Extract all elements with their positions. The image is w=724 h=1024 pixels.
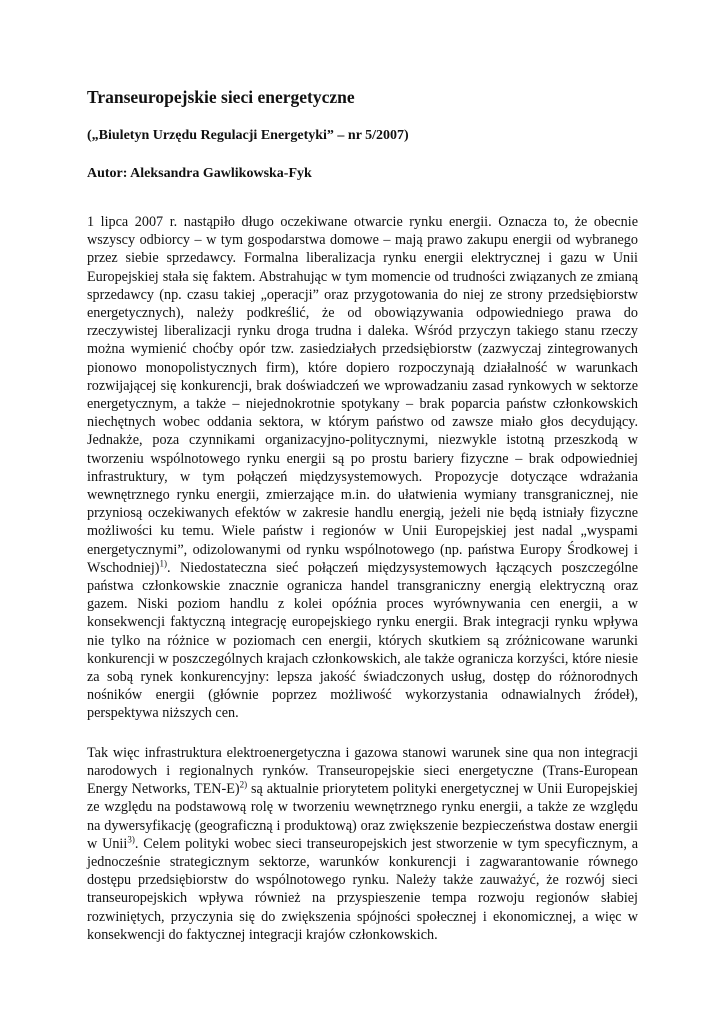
document-page [87,86,638,944]
footnote-ref-3: 3) [127,833,135,844]
paragraph-1-text-a: 1 lipca 2007 r. nastąpiło długo oczekiwane otwarcie rynku energii. Oznacza to, że obecnie wszyscy odbiorcy – w tym gospodarstwa domowe – mają prawo zakupu energii od wybranego przez siebie sprzedawcy. Formalna liberalizacja rynku energii elektrycznej i gazu w Unii Europejskiej stała się faktem. Abstrahując w tym momencie od trudności związanych ze zmianą sprzedawcy (np. czasu takiej „operacji” oraz przygotowania do niej ze strony przedsiębiorstw energetycznych), należy podkreślić, że od obowiązywania odpowiedniego prawa do rzeczywistej liberalizacji rynku droga trudna i daleka. Wśród przyczyn takiego stanu rzeczy można wymienić choćby opór tzw. zasiedziałych przedsiębiorstw (zazwyczaj zintegrowanych pionowo monopolistycznych firm), które dopiero rozpoczynają działalność w warunkach rozwijającej się konkurencji, brak doświadczeń we wprowadzaniu zasad rynkowych w sektorze energetycznym, a także – niejednokrotnie spotykany – brak poparcia państw członkowskich niechętnych wobec oddania sektora, w którym państwo od zawsze miało głos decydujący. Jednakże, poza czynnikami organizacyjno-politycznymi, niezwykle istotną przeszkodą w tworzeniu wspólnotowego rynku energii są po prostu bariery fizyczne – brak odpowiedniej infrastruktury, w tym połączeń międzysystemowych. Propozycje dotyczące wdrażania wewnętrznego rynku energii, zmierzające m.in. do ułatwienia wymiany transgranicznej, nie przyniosą oczekiwanych efektów w zakresie handlu energią, jeżeli nie będą istniały fizyczne możliwości ku temu. Wiele państw i regionów w Unii Europejskiej jest nadal „wyspami energetycznymi”, odizolowanymi od rynku wspólnotowego (np. państwa Europy Środkowej i Wschodniej) [87,214,638,576]
document-source: („Biuletyn Urzędu Regulacji Energetyki” – nr 5/2007) [87,128,409,143]
document-author: Autor: Aleksandra Gawlikowska-Fyk [87,166,312,181]
footnote-ref-1: 1) [159,558,167,569]
paragraph-2-text-b: są aktualnie priorytetem polityki energetycznej w Unii Europejskiej ze względu na podstawową rolę w tworzeniu wewnętrznego rynku energii, a także ze względu na dywersyfikację (geograficzną i produktową) oraz zwiększenie bezpieczeństwa dostaw energii w Unii [87,781,638,852]
footnote-ref-2: 2) [239,779,248,790]
paragraph-2-text-c: . Celem polityki wobec sieci transeuropejskich jest stworzenie w tym specyficznym, a jednocześnie strategicznym sektorze, warunków konkurencji i zagwarantowanie równego dostępu przedsiębiorstw do wspólnotowego rynku. Należy także zauważyć, że rozwój sieci transeuropejskich wpływa również na przyspieszenie tempa rozwoju regionów słabiej rozwiniętych, przyczynia się do zwiększenia spójności społecznej i ekonomicznej, a więc w konsekwencji do faktycznej integracji krajów członkowskich. [87,835,638,943]
document-title: Transeuropejskie sieci energetyczne [87,87,355,107]
paragraph-2-text-a: Tak więc infrastruktura elektroenergetyczna i gazowa stanowi warunek sine qua non integracji narodowych i regionalnych rynków. Transeuropejskie sieci energetyczne (Trans-European Energy Networks, TEN-E) [87,744,638,798]
paragraph-1-text-b: . Niedostateczna sieć połączeń międzysystemowych łączących poszczególne państwa członkowskie znacznie ogranicza handel transgraniczny energią elektryczną oraz gazem. Niski poziom handlu z kolei opóźnia proces wyrównywania cen energii, a w konsekwencji faktyczną integrację europejskiego rynku energii. Brak integracji rynku wpływa nie tylko na różnice w poziomach cen energii, których skutkiem są zróżnicowane warunki konkurencji w poszczególnych krajach członkowskich, ale także ogranicza korzyści, które niesie za sobą rynek konkurencyjny: lepsza jakość świadczonych usług, dostęp do różnorodnych nośników energii (głównie poprzez możliwość wykorzystania odnawialnych źródeł), perspektywa niższych cen. [87,559,638,722]
body-paragraph-2 [87,744,638,944]
body-paragraph-1 [87,213,638,723]
